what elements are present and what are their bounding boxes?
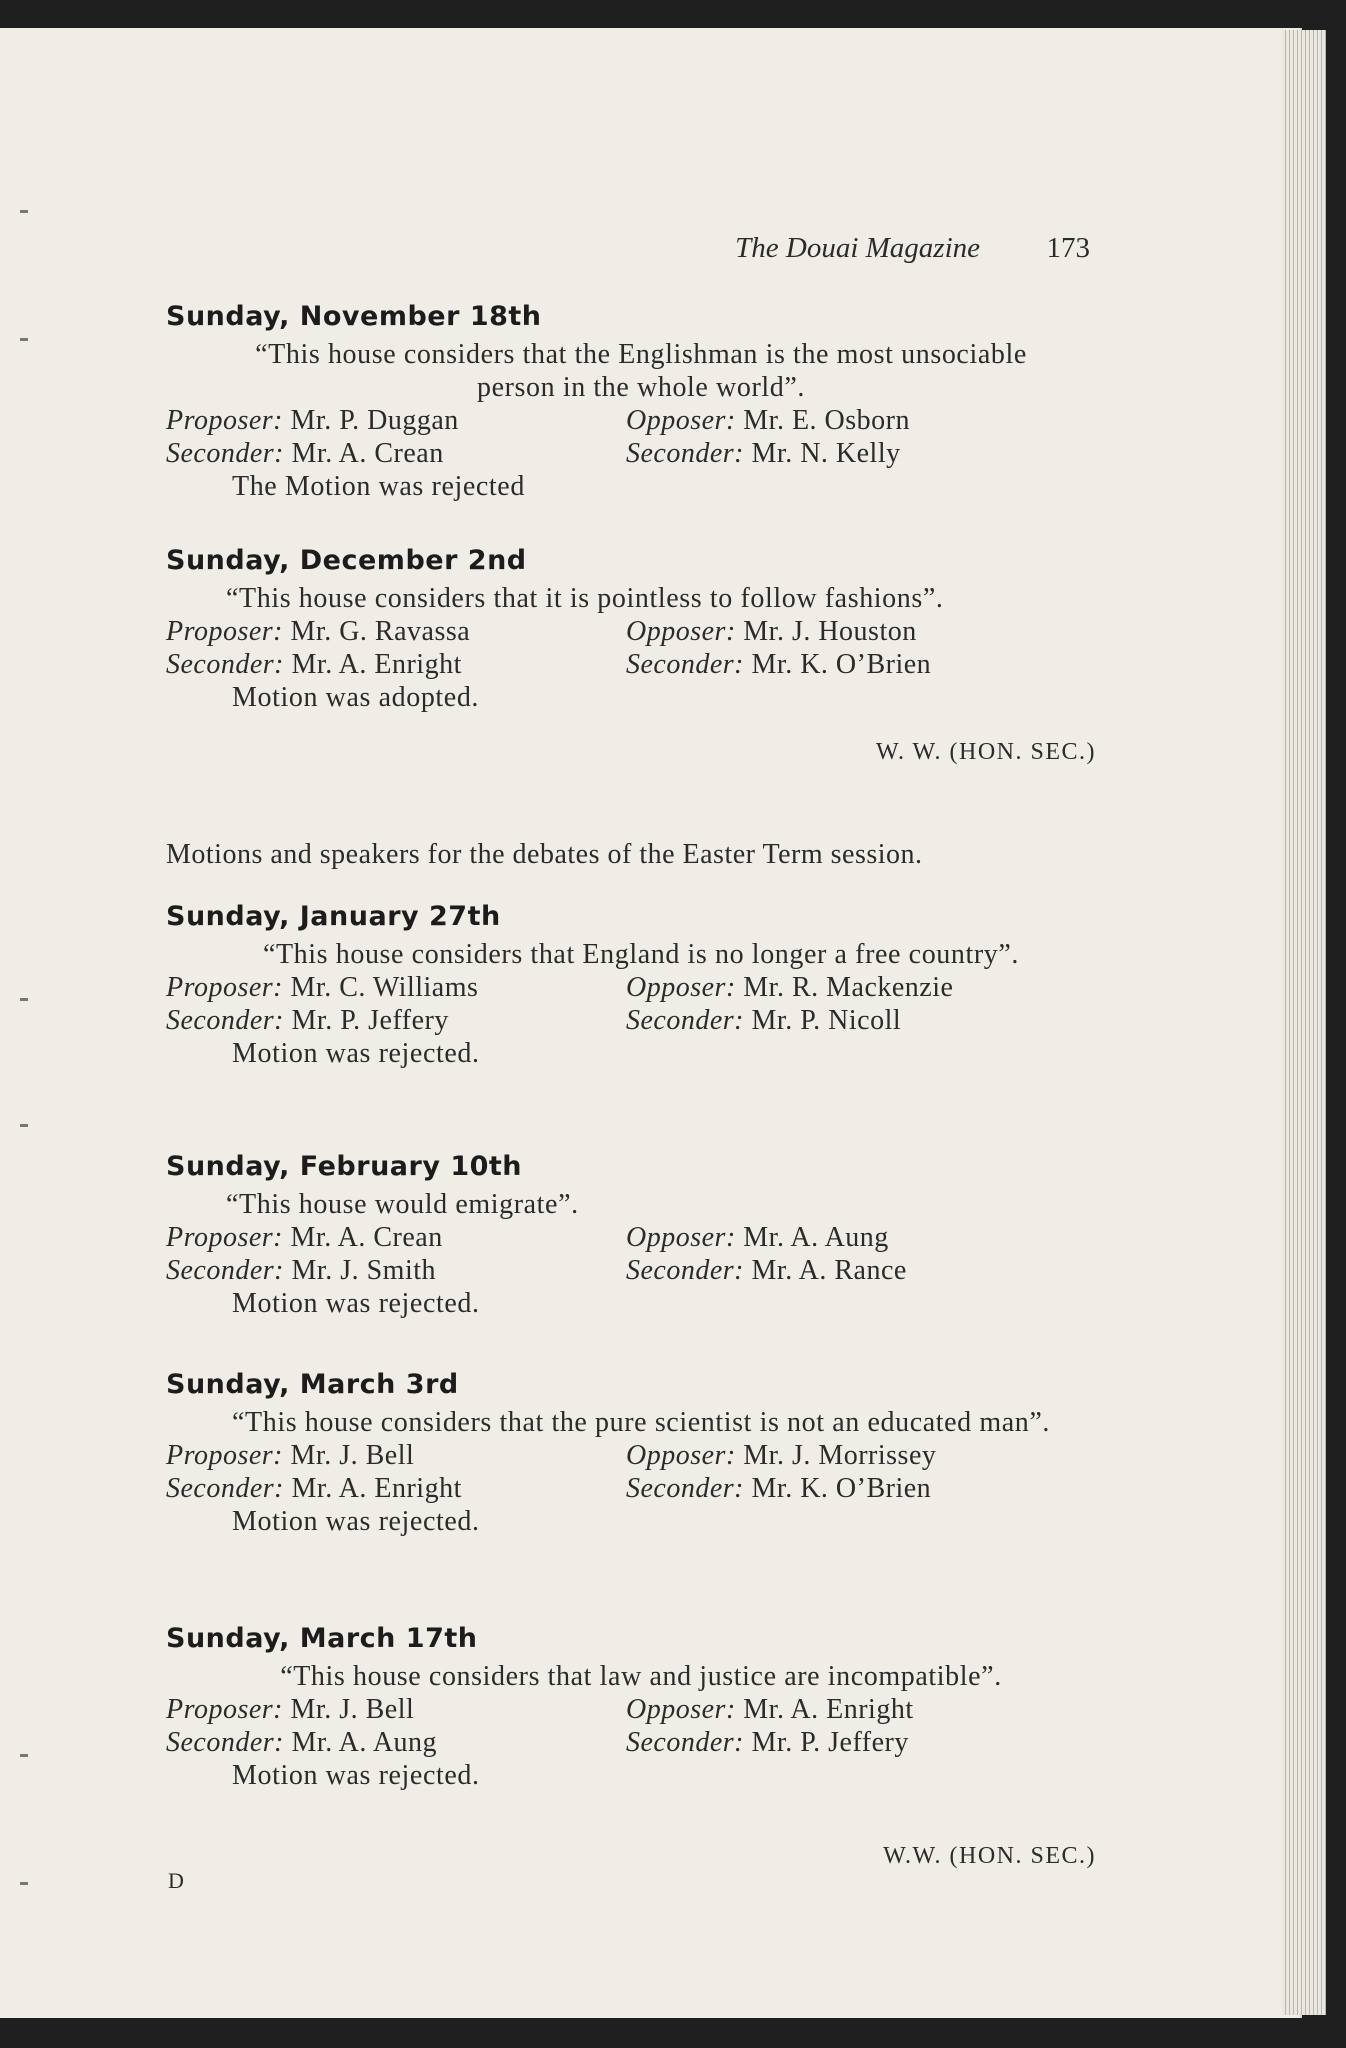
debate-result: Motion was rejected. (232, 1760, 480, 1791)
speaker-row (166, 1221, 1096, 1254)
seconder-name: Mr. A. Rance (751, 1255, 907, 1286)
opposer-label: Opposer: (626, 1694, 736, 1725)
seconder-label: Seconder: (166, 1727, 285, 1758)
debate-date: Sunday, February 10th (166, 1151, 523, 1182)
motion-text: “This house considers that law and justice are incompatible”. (280, 1661, 1002, 1692)
speaker-row (166, 404, 1096, 437)
debate-result: The Motion was rejected (232, 471, 525, 502)
debate-result: Motion was rejected. (232, 1288, 480, 1319)
opposer-label: Opposer: (626, 405, 736, 436)
seconder-row (166, 1004, 1096, 1037)
seconder-label: Seconder: (626, 1255, 745, 1286)
magazine-title: The Douai Magazine (735, 232, 980, 264)
debate-date: Sunday, March 3rd (166, 1369, 459, 1400)
opposer-name: Mr. E. Osborn (743, 405, 910, 436)
easter-term-intro: Motions and speakers for the debates of the Easter Term session. (166, 839, 923, 870)
opposer-label: Opposer: (626, 1222, 736, 1253)
proposer-label: Proposer: (166, 972, 284, 1003)
opposer-label: Opposer: (626, 616, 736, 647)
motion-text: “This house considers that the pure scientist is not an educated man”. (231, 1407, 1050, 1438)
debate-date: Sunday, January 27th (166, 901, 501, 932)
opposer-name: Mr. J. Houston (743, 616, 917, 647)
opposer-name: Mr. J. Morrissey (743, 1440, 937, 1471)
proposer-label: Proposer: (166, 1694, 284, 1725)
seconder-label: Seconder: (626, 1473, 745, 1504)
debate-entry (166, 1368, 1096, 1538)
speaker-row (166, 971, 1096, 1004)
seconder-name: Mr. P. Jeffery (751, 1727, 909, 1758)
debate-result: Motion was rejected. (232, 1506, 480, 1537)
opposer-label: Opposer: (626, 1440, 736, 1471)
seconder-label: Seconder: (166, 1473, 285, 1504)
seconder-label: Seconder: (626, 1005, 745, 1036)
signature-mark: D (168, 1868, 184, 1893)
opposer-name: Mr. A. Enright (743, 1694, 914, 1725)
speaker-row (166, 615, 1096, 648)
seconder-name: Mr. K. O’Brien (751, 1473, 932, 1504)
debate-date: Sunday, November 18th (166, 301, 542, 332)
debate-entry (166, 544, 1096, 714)
proposer-name: Mr. C. Williams (290, 972, 479, 1003)
debate-date: Sunday, December 2nd (166, 545, 527, 576)
seconder-name: Mr. K. O’Brien (751, 649, 932, 680)
page-edges (1282, 30, 1326, 2015)
proposer-name: Mr. P. Duggan (290, 405, 459, 436)
proposer-label: Proposer: (166, 1440, 284, 1471)
debate-entry (166, 1150, 1096, 1320)
proposer-name: Mr. J. Bell (290, 1440, 415, 1471)
seconder-row (166, 437, 1096, 470)
speaker-row (166, 1693, 1096, 1726)
proposer-label: Proposer: (166, 405, 284, 436)
seconder-name: Mr. A. Enright (291, 1473, 462, 1504)
seconder-label: Seconder: (166, 1255, 285, 1286)
opposer-name: Mr. R. Mackenzie (743, 972, 954, 1003)
seconder-name: Mr. A. Aung (291, 1727, 438, 1758)
seconder-name: Mr. A. Enright (291, 649, 462, 680)
seconder-row (166, 1254, 1096, 1287)
seconder-label: Seconder: (626, 1727, 745, 1758)
opposer-label: Opposer: (626, 972, 736, 1003)
seconder-row (166, 648, 1096, 681)
motion-text: “This house would emigrate”. (226, 1189, 579, 1220)
debate-entry (166, 900, 1096, 1070)
proposer-name: Mr. G. Ravassa (290, 616, 471, 647)
opposer-name: Mr. A. Aung (743, 1222, 889, 1253)
secretary-signature: W.W. (HON. SEC.) (883, 1843, 1096, 1869)
seconder-name: Mr. P. Jeffery (291, 1005, 449, 1036)
seconder-name: Mr. N. Kelly (751, 438, 901, 469)
motion-text: “This house considers that England is no longer a free country”. (262, 939, 1020, 970)
proposer-label: Proposer: (166, 1222, 284, 1253)
secretary-signature: W. W. (HON. SEC.) (876, 739, 1096, 765)
proposer-name: Mr. J. Bell (290, 1694, 415, 1725)
debate-entry (166, 1622, 1096, 1792)
seconder-label: Seconder: (166, 438, 285, 469)
seconder-row (166, 1726, 1096, 1759)
seconder-name: Mr. J. Smith (291, 1255, 436, 1286)
speaker-row (166, 1439, 1096, 1472)
debate-date: Sunday, March 17th (166, 1623, 478, 1654)
seconder-name: Mr. A. Crean (291, 438, 444, 469)
debate-entry (166, 300, 1096, 503)
seconder-label: Seconder: (166, 1005, 285, 1036)
motion-text: “This house considers that the Englishman is the most unsociable person in the whole world”. (255, 339, 1027, 403)
motion-text: “This house considers that it is pointless to follow fashions”. (226, 583, 944, 614)
running-header (660, 232, 1090, 272)
proposer-label: Proposer: (166, 616, 284, 647)
seconder-name: Mr. P. Nicoll (751, 1005, 902, 1036)
seconder-label: Seconder: (166, 649, 285, 680)
seconder-label: Seconder: (626, 438, 745, 469)
seconder-row (166, 1472, 1096, 1505)
margin-marks (20, 200, 40, 2000)
debate-result: Motion was rejected. (232, 1038, 480, 1069)
proposer-name: Mr. A. Crean (290, 1222, 443, 1253)
page-number: 173 (1046, 232, 1090, 264)
debate-result: Motion was adopted. (232, 682, 480, 713)
seconder-label: Seconder: (626, 649, 745, 680)
